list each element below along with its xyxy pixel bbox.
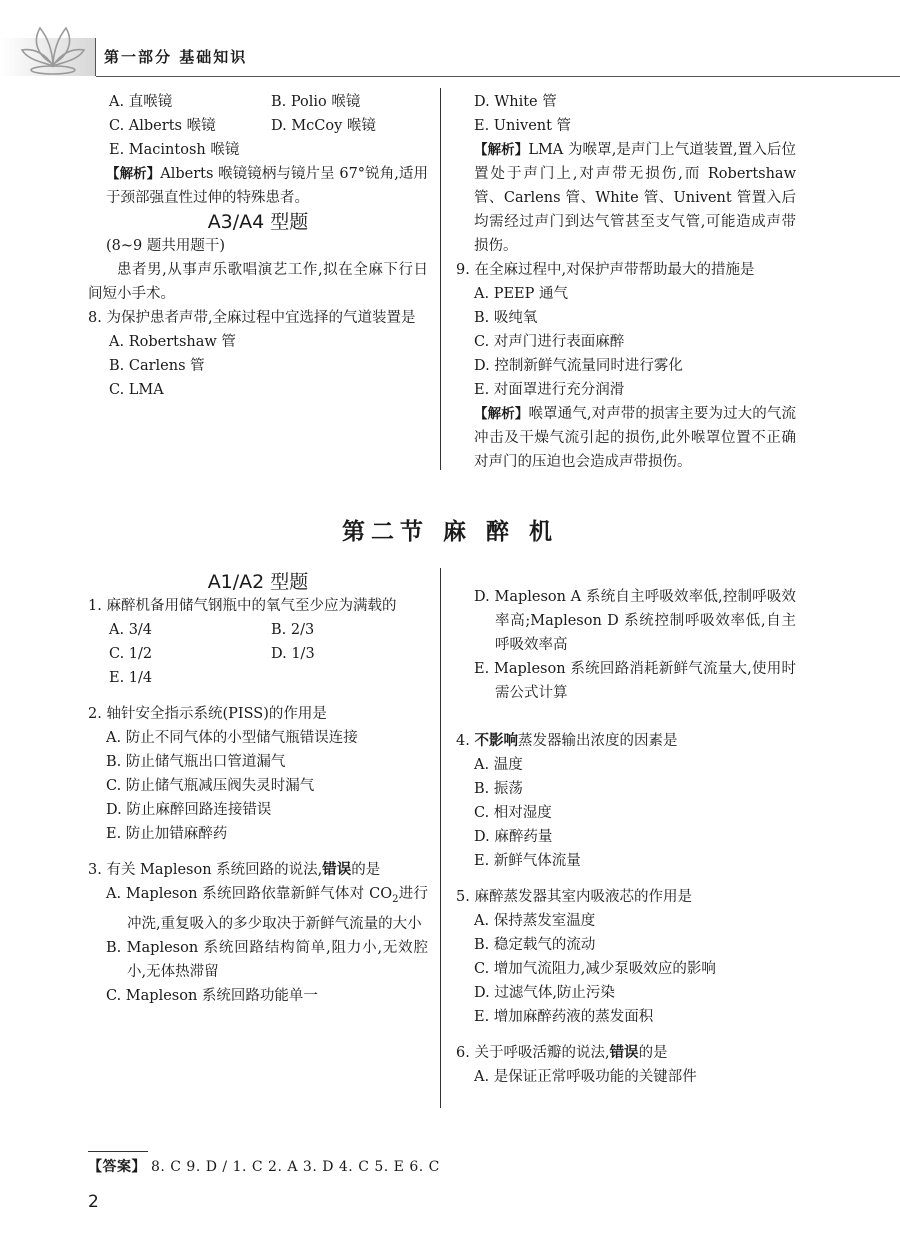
option: C. Alberts 喉镜: [109, 118, 216, 134]
q9-stem: 9. 在全麻过程中,对保护声带帮助最大的措施是: [456, 262, 755, 278]
stem-text: 4.: [456, 733, 475, 749]
option: A. Robertshaw 管: [109, 334, 236, 350]
section-title: 第二节 麻 醉 机: [341, 518, 559, 545]
option: D. White 管: [474, 94, 557, 110]
option: D. 过滤气体,防止污染: [474, 985, 615, 1001]
option: C. 增加气流阻力,减少泵吸效应的影响: [474, 961, 716, 977]
option: B. 2/3: [271, 622, 315, 638]
page-number: 2: [88, 1192, 99, 1212]
subscript: 2: [392, 893, 399, 905]
stem-text: 6. 关于呼吸活瓣的说法,: [456, 1045, 610, 1061]
q4-stem: [456, 729, 796, 753]
option: A. PEEP 通气: [474, 286, 568, 302]
q1-options: [88, 618, 428, 690]
option: C. 相对湿度: [474, 805, 552, 821]
answers-text: 8. C 9. D / 1. C 2. A 3. D 4. C 5. E 6. C: [150, 1159, 440, 1175]
q7-options: [88, 90, 428, 162]
q7-explanation: [88, 162, 428, 210]
explain-text: LMA 为喉罩,是声门上气道装置,置入后位置处于声门上,对声带无损伤,而 Robertshaw 管、Carlens 管、White 管、Univent 管置入后均需经过声门到达气管甚至支气管,可能造成声带损伤。: [474, 142, 796, 254]
explain-text: 喉罩通气,对声带的损害主要为过大的气流冲击及干燥气流引起的损伤,此外喉罩位置不正确对声门的压迫也会造成声带损伤。: [474, 406, 797, 470]
option: B. 防止储气瓶出口管道漏气: [106, 754, 286, 770]
option: E. 1/4: [109, 670, 153, 686]
option: A. 3/4: [109, 622, 153, 638]
q8-explanation: [456, 138, 796, 258]
stem-text: 3. 有关 Mapleson 系统回路的说法,: [88, 862, 323, 878]
option: B. Mapleson 系统回路结构简单,阻力小,无效腔小,无体热滞留: [106, 939, 428, 980]
explain-tag: 【解析】: [474, 406, 529, 422]
explain-text: Alberts 喉镜镜柄与镜片呈 67°锐角,适用于颈部强直性过伸的特殊患者。: [106, 166, 429, 206]
option: D. 防止麻醉回路连接错误: [106, 802, 272, 818]
shared-stem: 患者男,从事声乐歌唱演艺工作,拟在全麻下行日间短小手术。: [88, 262, 428, 302]
option-text: A. Mapleson 系统回路依靠新鲜气体对 CO: [106, 886, 393, 902]
option: A. 防止不同气体的小型储气瓶错误连接: [106, 730, 358, 746]
option: E. 增加麻醉药液的蒸发面积: [474, 1009, 654, 1025]
option: D. McCoy 喉镜: [271, 118, 376, 134]
option: D. 1/3: [271, 646, 315, 662]
stem-text: 蒸发器输出浓度的因素是: [517, 733, 678, 749]
top-left-column: [88, 90, 428, 402]
lotus-logo-icon: [18, 16, 88, 78]
option: [88, 882, 428, 936]
option: C. Mapleson 系统回路功能单一: [106, 987, 318, 1004]
option: A. 直喉镜: [109, 94, 173, 110]
header-rule: [96, 76, 900, 77]
option-text: 进行冲洗,重复吸入的多少取决于新鲜气流量的大小: [127, 886, 429, 932]
option: E. Mapleson 系统回路消耗新鲜气流量大,使用时需公式计算: [474, 661, 796, 701]
option: D. 控制新鲜气流量同时进行雾化: [474, 358, 683, 374]
option: B. 吸纯氧: [474, 310, 538, 326]
option: A. 温度: [474, 757, 523, 773]
stem-emphasis: 不影响: [474, 733, 518, 749]
section-heading-a3a4: A3/A4 型题: [207, 211, 309, 233]
option: A. 是保证正常呼吸功能的关键部件: [474, 1069, 697, 1085]
section-heading-a1a2: A1/A2 型题: [207, 571, 309, 593]
stem-text: 的是: [351, 862, 381, 878]
answers-rule: [88, 1151, 148, 1152]
stem-text: 的是: [638, 1045, 668, 1061]
q3-stem: [88, 858, 428, 882]
explain-tag: 【解析】: [474, 142, 529, 158]
column-divider-bottom: [440, 568, 441, 1108]
option: B. 振荡: [474, 781, 523, 797]
option: E. 对面罩进行充分润滑: [474, 382, 625, 398]
option: B. 稳定载气的流动: [474, 937, 596, 953]
q2-stem: 2. 轴针安全指示系统(PISS)的作用是: [88, 706, 327, 722]
option: B. Polio 喉镜: [271, 94, 361, 110]
column-divider-top: [440, 88, 441, 470]
stem-emphasis: 错误: [322, 862, 352, 878]
q9-explanation: [456, 402, 796, 474]
shared-stem-note: (8~9 题共用题干): [106, 238, 226, 254]
header-separator: [95, 38, 96, 76]
option: E. 新鲜气体流量: [474, 853, 581, 869]
option: C. LMA: [109, 382, 164, 398]
top-right-column: [456, 90, 796, 474]
bottom-right-column: [456, 585, 796, 1089]
option: D. 麻醉药量: [474, 829, 553, 845]
explain-tag: 【解析】: [106, 166, 161, 182]
option: E. 防止加错麻醉药: [106, 826, 228, 842]
option: D. Mapleson A 系统自主呼吸效率低,控制呼吸效率高;Mapleson D 系统控制呼吸效率低,自主呼吸效率高: [474, 589, 796, 653]
q1-stem: 1. 麻醉机备用储气钢瓶中的氧气至少应为满载的: [88, 598, 397, 614]
bottom-left-column: [88, 570, 428, 1008]
option: C. 对声门进行表面麻醉: [474, 334, 625, 350]
option: C. 1/2: [109, 646, 153, 662]
option: E. Macintosh 喉镜: [109, 142, 240, 158]
answer-key: [88, 1156, 440, 1176]
part-title: 第一部分 基础知识: [104, 48, 248, 66]
option: B. Carlens 管: [109, 358, 205, 374]
answers-tag: 【答案】: [88, 1159, 146, 1175]
q6-stem: [456, 1041, 796, 1065]
q8-stem: 8. 为保护患者声带,全麻过程中宜选择的气道装置是: [88, 310, 416, 326]
option: A. 保持蒸发室温度: [474, 913, 596, 929]
stem-emphasis: 错误: [609, 1045, 639, 1061]
q5-stem: 5. 麻醉蒸发器其室内吸液芯的作用是: [456, 889, 692, 905]
option: E. Univent 管: [474, 118, 572, 134]
option: C. 防止储气瓶减压阀失灵时漏气: [106, 778, 315, 794]
